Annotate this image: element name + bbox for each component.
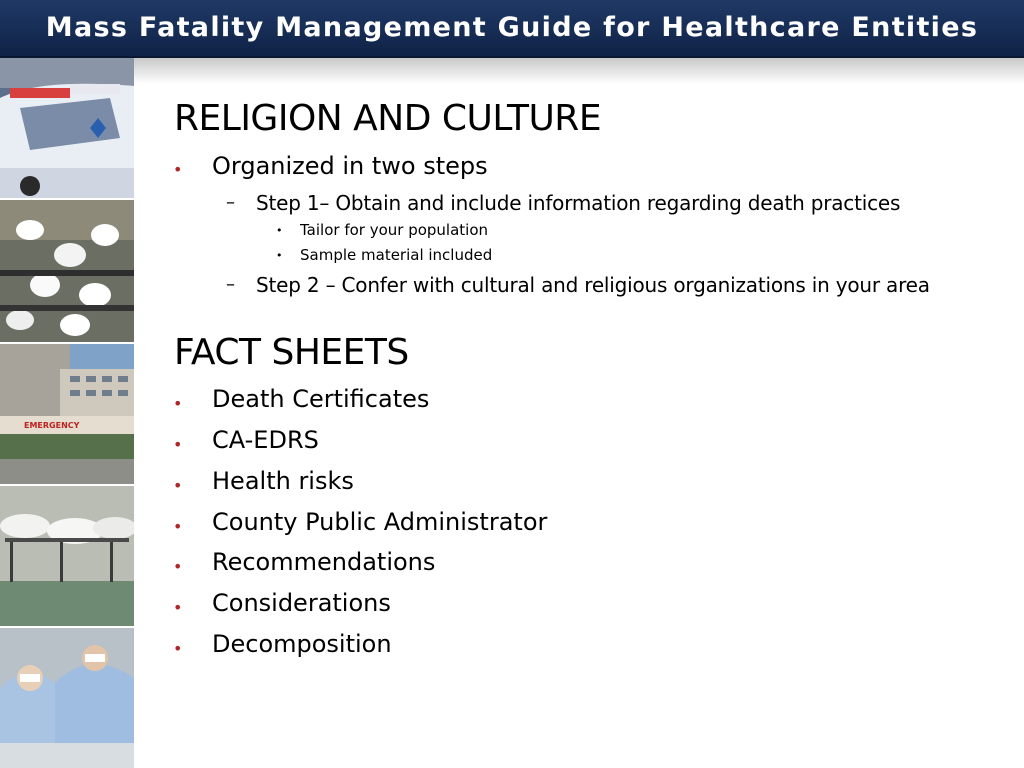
header-shadow [134, 58, 1024, 84]
list-item: Considerations [212, 589, 391, 617]
bullet-icon: • [173, 394, 183, 413]
bullet-icon: • [173, 639, 183, 658]
list-item-step-2: Step 2 – Confer with cultural and religious organizations in your area [256, 273, 930, 297]
list-item: Tailor for your population [300, 221, 489, 239]
bullet-icon: • [276, 224, 283, 237]
list-item: Sample material included [300, 246, 493, 264]
dash-icon: – [226, 192, 235, 213]
header-title: Mass Fatality Management Guide for Healthcare Entities [45, 12, 979, 43]
list-item: Organized in two steps [212, 152, 488, 180]
list-item: Health risks [212, 467, 354, 495]
ambulance-photo [0, 58, 134, 198]
medical-team-photo [0, 628, 134, 768]
list-item: Recommendations [212, 548, 436, 576]
bullet-icon: • [173, 476, 183, 495]
header-banner [0, 0, 1024, 58]
list-item: CA-EDRS [212, 426, 319, 454]
bullet-icon: • [173, 435, 183, 454]
section-title-religion-culture: RELIGION AND CULTURE [174, 98, 602, 139]
bullet-icon: • [173, 557, 183, 576]
list-item: Decomposition [212, 630, 392, 658]
bullet-icon: • [276, 249, 283, 262]
emergency-sign: EMERGENCY [24, 421, 80, 430]
morgue-gurneys-photo [0, 486, 134, 626]
bullet-icon: • [173, 517, 183, 536]
list-item-step-1: Step 1– Obtain and include information regarding death practices [256, 191, 901, 215]
hospital-emergency-photo [0, 344, 134, 484]
disaster-response-photo [0, 200, 134, 342]
bullet-icon: • [173, 160, 183, 179]
dash-icon: – [226, 274, 235, 295]
bullet-icon: • [173, 598, 183, 617]
section-title-fact-sheets: FACT SHEETS [174, 332, 409, 373]
list-item: Death Certificates [212, 385, 430, 413]
list-item: County Public Administrator [212, 508, 548, 536]
